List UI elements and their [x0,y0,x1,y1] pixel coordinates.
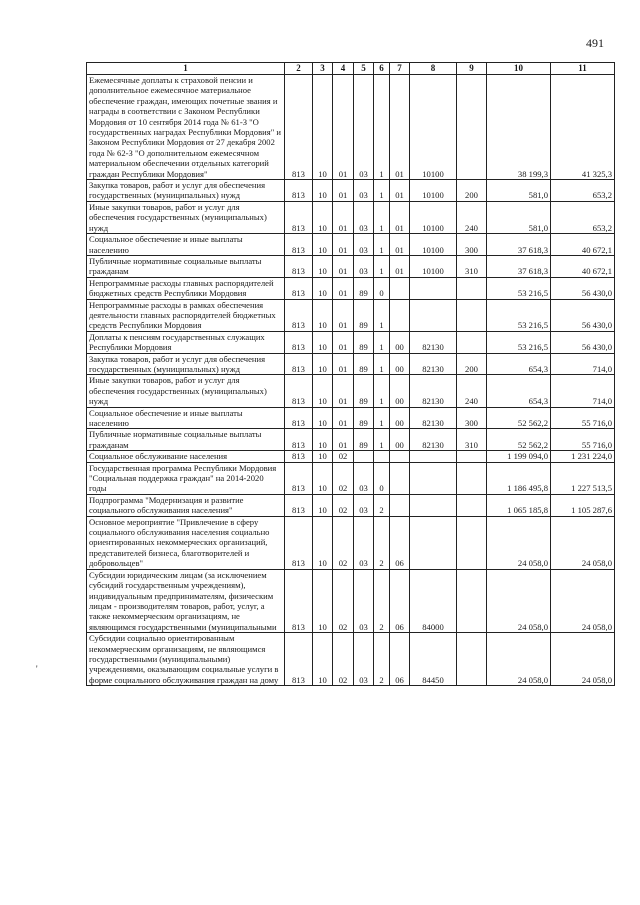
cell-direction: 82130 [410,375,457,407]
cell-section: 10 [313,633,333,686]
cell-subsection: 01 [333,299,354,331]
cell-event: 01 [390,255,410,277]
cell-program: 89 [354,429,374,451]
cell-subsection: 02 [333,451,354,462]
table-row [87,234,615,256]
row-description: Государственная программа Республики Мордовия "Социальная поддержка граждан" на 2014-2020 годы [87,462,285,494]
budget-table [86,62,615,686]
cell-section: 10 [313,255,333,277]
cell-program: 89 [354,353,374,375]
col-header: 6 [374,63,390,75]
cell-subprogram: 1 [374,255,390,277]
cell-amount-year-1: 654,3 [487,353,551,375]
cell-amount-year-1: 1 199 094,0 [487,451,551,462]
cell-amount-year-2: 24 058,0 [551,633,615,686]
table-row [87,569,615,632]
cell-expense-type: 200 [457,180,487,202]
cell-direction [410,516,457,569]
cell-subsection: 01 [333,75,354,180]
cell-expense-type: 240 [457,375,487,407]
table-row [87,462,615,494]
cell-expense-type [457,516,487,569]
cell-admin-code: 813 [285,353,313,375]
cell-subsection: 01 [333,407,354,429]
cell-amount-year-2: 653,2 [551,180,615,202]
cell-subprogram: 1 [374,299,390,331]
cell-section: 10 [313,494,333,516]
cell-program: 89 [354,299,374,331]
cell-subprogram: 2 [374,516,390,569]
row-description: Социальное обеспечение и иные выплаты населению [87,407,285,429]
cell-section: 10 [313,569,333,632]
cell-program [354,451,374,462]
row-description: Непрограммные расходы в рамках обеспечения деятельности главных распорядителей бюджетных средств Республики Мордовия [87,299,285,331]
cell-event: 01 [390,234,410,256]
cell-amount-year-1: 1 186 495,8 [487,462,551,494]
cell-expense-type [457,462,487,494]
cell-event [390,299,410,331]
cell-direction: 82130 [410,407,457,429]
cell-direction [410,451,457,462]
cell-event: 00 [390,407,410,429]
cell-subprogram [374,451,390,462]
col-header: 2 [285,63,313,75]
cell-amount-year-2: 653,2 [551,201,615,233]
cell-amount-year-2: 40 672,1 [551,234,615,256]
row-description: Иные закупки товаров, работ и услуг для обеспечения государственных (муниципальных) нужд [87,375,285,407]
cell-amount-year-1: 581,0 [487,180,551,202]
cell-amount-year-2: 24 058,0 [551,516,615,569]
col-header: 3 [313,63,333,75]
cell-expense-type: 300 [457,407,487,429]
cell-subprogram: 1 [374,201,390,233]
cell-admin-code: 813 [285,633,313,686]
table-row [87,75,615,180]
cell-subprogram: 0 [374,277,390,299]
table-row [87,451,615,462]
cell-subsection: 02 [333,569,354,632]
row-description: Закупка товаров, работ и услуг для обеспечения государственных (муниципальных) нужд [87,353,285,375]
cell-program: 03 [354,234,374,256]
page-number: 491 [586,36,604,50]
cell-direction [410,299,457,331]
cell-amount-year-1: 53 216,5 [487,299,551,331]
cell-event: 00 [390,331,410,353]
row-description: Основное мероприятие "Привлечение в сферу социального обслуживания населения социально ориентированных некоммерческих организаций, представителей бизнеса, благотворителей и добровольцев" [87,516,285,569]
cell-subsection: 01 [333,201,354,233]
cell-amount-year-2: 56 430,0 [551,299,615,331]
row-description: Иные закупки товаров, работ и услуг для обеспечения государственных (муниципальных) нужд [87,201,285,233]
table-row [87,375,615,407]
cell-expense-type: 300 [457,234,487,256]
row-description: Публичные нормативные социальные выплаты гражданам [87,429,285,451]
cell-subsection: 01 [333,331,354,353]
cell-subprogram: 1 [374,407,390,429]
table-row [87,277,615,299]
cell-admin-code: 813 [285,180,313,202]
cell-admin-code: 813 [285,494,313,516]
cell-amount-year-1: 24 058,0 [487,633,551,686]
cell-program: 89 [354,331,374,353]
table-row [87,331,615,353]
cell-amount-year-1: 52 562,2 [487,407,551,429]
row-description: Непрограммные расходы главных распорядителей бюджетных средств Республики Мордовия [87,277,285,299]
row-description: Закупка товаров, работ и услуг для обеспечения государственных (муниципальных) нужд [87,180,285,202]
row-description: Подпрограмма "Модернизация и развитие социального обслуживания населения" [87,494,285,516]
cell-program: 03 [354,201,374,233]
cell-direction [410,494,457,516]
cell-subsection: 01 [333,234,354,256]
row-description: Субсидии социально ориентированным некоммерческим организациям, не являющимся государственными (муниципальными) учреждениями, оказывающим социальные услуги в форме социального обслуживания граждан на дому [87,633,285,686]
cell-amount-year-2: 56 430,0 [551,331,615,353]
cell-event: 01 [390,201,410,233]
row-description: Публичные нормативные социальные выплаты гражданам [87,255,285,277]
cell-direction: 10100 [410,234,457,256]
cell-expense-type [457,331,487,353]
cell-amount-year-2: 1 231 224,0 [551,451,615,462]
cell-program: 03 [354,633,374,686]
table-row [87,494,615,516]
col-header: 5 [354,63,374,75]
cell-subsection: 01 [333,255,354,277]
cell-admin-code: 813 [285,451,313,462]
cell-amount-year-2: 714,0 [551,353,615,375]
cell-event: 00 [390,375,410,407]
cell-program: 89 [354,407,374,429]
cell-expense-type [457,299,487,331]
cell-expense-type: 310 [457,255,487,277]
cell-expense-type: 240 [457,201,487,233]
cell-section: 10 [313,451,333,462]
cell-event: 01 [390,180,410,202]
cell-admin-code: 813 [285,462,313,494]
cell-event [390,277,410,299]
cell-expense-type [457,494,487,516]
cell-amount-year-2: 714,0 [551,375,615,407]
cell-section: 10 [313,75,333,180]
cell-subsection: 02 [333,633,354,686]
table-row [87,633,615,686]
header-row [87,63,615,75]
cell-admin-code: 813 [285,569,313,632]
cell-admin-code: 813 [285,375,313,407]
cell-program: 89 [354,277,374,299]
col-header: 8 [410,63,457,75]
cell-program: 89 [354,375,374,407]
cell-subsection: 02 [333,462,354,494]
cell-section: 10 [313,429,333,451]
table-row [87,516,615,569]
cell-event: 06 [390,516,410,569]
cell-subsection: 01 [333,353,354,375]
cell-subprogram: 1 [374,234,390,256]
cell-subsection: 01 [333,375,354,407]
cell-amount-year-1: 1 065 185,8 [487,494,551,516]
row-description: Доплаты к пенсиям государственных служащих Республики Мордовия [87,331,285,353]
cell-section: 10 [313,180,333,202]
cell-admin-code: 813 [285,201,313,233]
cell-event [390,462,410,494]
cell-event: 01 [390,75,410,180]
cell-direction [410,462,457,494]
cell-section: 10 [313,331,333,353]
table-row [87,353,615,375]
cell-section: 10 [313,234,333,256]
cell-direction: 10100 [410,255,457,277]
table-row [87,180,615,202]
cell-subprogram: 2 [374,569,390,632]
cell-amount-year-1: 37 618,3 [487,255,551,277]
cell-program: 03 [354,569,374,632]
cell-amount-year-1: 37 618,3 [487,234,551,256]
cell-section: 10 [313,277,333,299]
cell-section: 10 [313,353,333,375]
cell-expense-type: 200 [457,353,487,375]
col-header: 1 [87,63,285,75]
cell-section: 10 [313,462,333,494]
cell-section: 10 [313,407,333,429]
cell-section: 10 [313,201,333,233]
cell-amount-year-2: 41 325,3 [551,75,615,180]
cell-event: 00 [390,429,410,451]
cell-admin-code: 813 [285,429,313,451]
cell-subsection: 02 [333,516,354,569]
cell-subsection: 01 [333,277,354,299]
cell-program: 03 [354,255,374,277]
cell-amount-year-2: 1 227 513,5 [551,462,615,494]
cell-amount-year-2: 24 058,0 [551,569,615,632]
cell-program: 03 [354,75,374,180]
cell-amount-year-2: 56 430,0 [551,277,615,299]
cell-amount-year-1: 38 199,3 [487,75,551,180]
cell-amount-year-2: 55 716,0 [551,429,615,451]
cell-admin-code: 813 [285,234,313,256]
cell-section: 10 [313,375,333,407]
cell-subprogram: 2 [374,633,390,686]
cell-amount-year-1: 53 216,5 [487,277,551,299]
cell-expense-type [457,633,487,686]
cell-admin-code: 813 [285,277,313,299]
cell-program: 03 [354,180,374,202]
cell-direction: 10100 [410,75,457,180]
cell-section: 10 [313,299,333,331]
cell-subsection: 01 [333,429,354,451]
cell-amount-year-1: 24 058,0 [487,569,551,632]
cell-direction: 10100 [410,180,457,202]
cell-direction: 82130 [410,353,457,375]
cell-subprogram: 1 [374,331,390,353]
table-row [87,407,615,429]
cell-amount-year-2: 40 672,1 [551,255,615,277]
cell-program: 03 [354,494,374,516]
cell-admin-code: 813 [285,331,313,353]
row-description: Социальное обслуживание населения [87,451,285,462]
cell-amount-year-1: 654,3 [487,375,551,407]
cell-subprogram: 1 [374,75,390,180]
cell-amount-year-1: 52 562,2 [487,429,551,451]
table-row [87,299,615,331]
col-header: 4 [333,63,354,75]
cell-direction [410,277,457,299]
cell-amount-year-2: 55 716,0 [551,407,615,429]
cell-subprogram: 2 [374,494,390,516]
cell-event [390,451,410,462]
cell-subsection: 02 [333,494,354,516]
cell-amount-year-2: 1 105 287,6 [551,494,615,516]
cell-expense-type [457,451,487,462]
cell-amount-year-1: 581,0 [487,201,551,233]
cell-subprogram: 1 [374,180,390,202]
cell-event: 06 [390,633,410,686]
cell-subprogram: 1 [374,429,390,451]
table-row [87,255,615,277]
cell-event: 00 [390,353,410,375]
cell-event [390,494,410,516]
col-header: 10 [487,63,551,75]
cell-direction: 10100 [410,201,457,233]
cell-program: 03 [354,462,374,494]
cell-subprogram: 1 [374,353,390,375]
cell-amount-year-1: 53 216,5 [487,331,551,353]
cell-expense-type [457,277,487,299]
cell-event: 06 [390,569,410,632]
cell-admin-code: 813 [285,255,313,277]
table-row [87,201,615,233]
col-header: 9 [457,63,487,75]
cell-expense-type [457,75,487,180]
row-description: Ежемесячные доплаты к страховой пенсии и дополнительное ежемесячное материальное обеспечение граждан, имеющих почетные звания и награды в соответствии с Законом Республики Мордовия от 10 сентября 2014 года № 61-З "О государственных наградах Республики Мордовия" и Законом Республики Мордовия от 27 декабря 2002 года № 62-З "О дополнительном ежемесячном материальном обеспечении отдельных категорий граждан Республики Мордовия" [87,75,285,180]
cell-direction: 82130 [410,331,457,353]
cell-expense-type: 310 [457,429,487,451]
col-header: 7 [390,63,410,75]
cell-subsection: 01 [333,180,354,202]
cell-amount-year-1: 24 058,0 [487,516,551,569]
cell-section: 10 [313,516,333,569]
cell-direction: 82130 [410,429,457,451]
table-row [87,429,615,451]
stray-mark: ' [36,664,38,674]
cell-admin-code: 813 [285,75,313,180]
cell-expense-type [457,569,487,632]
cell-direction: 84000 [410,569,457,632]
cell-admin-code: 813 [285,407,313,429]
cell-admin-code: 813 [285,516,313,569]
row-description: Социальное обеспечение и иные выплаты населению [87,234,285,256]
cell-admin-code: 813 [285,299,313,331]
col-header: 11 [551,63,615,75]
cell-direction: 84450 [410,633,457,686]
row-description: Субсидии юридическим лицам (за исключением субсидий государственным учреждениям), индивидуальным предпринимателям, физическим лицам - производителям товаров, работ, услуг, а также некоммерческим организациям, не являющимся государственными (муниципальными [87,569,285,632]
cell-subprogram: 0 [374,462,390,494]
cell-subprogram: 1 [374,375,390,407]
cell-program: 03 [354,516,374,569]
